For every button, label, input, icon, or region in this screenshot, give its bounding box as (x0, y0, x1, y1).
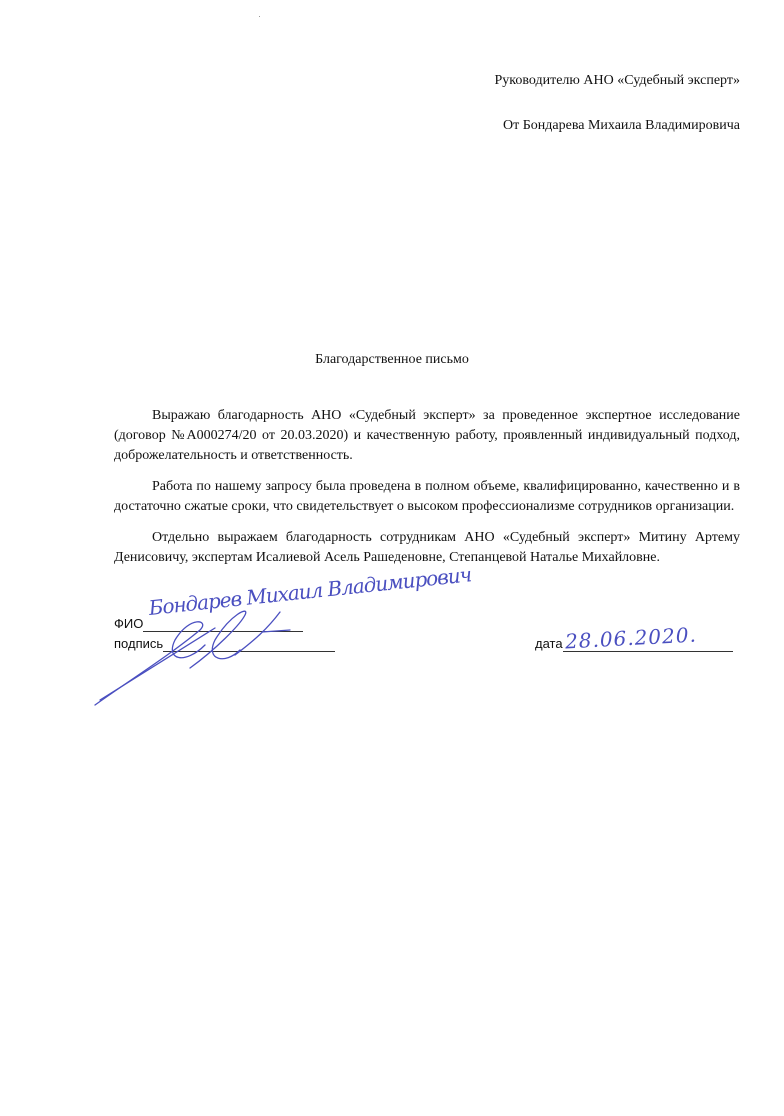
paragraph: Отдельно выражаем благодарность сотрудникам АНО «Судебный эксперт» Митину Артему Денисовичу, экспертам Исалиевой Асель Рашеденовне, Степанцевой Наталье Михайловне. (114, 530, 740, 565)
handwritten-name: Бондарев Михаил Владимирович (147, 562, 473, 620)
fio-label: ФИО (114, 616, 144, 631)
document-title: Благодарственное письмо (315, 352, 469, 367)
handwritten-date: 28.06.2020. (564, 622, 698, 654)
signature-label: подпись (114, 636, 164, 651)
date-label: дата (535, 636, 563, 651)
paragraph: Выражаю благодарность АНО «Судебный эксперт» за проведенное экспертное исследование (договор №А000274/20 от 20.03.2020) и качественную работу, проявленный индивидуальный подход, доброжелательность и ответственность. (114, 408, 740, 463)
sender: От Бондарева Михаила Владимировича (503, 118, 740, 133)
addressee: Руководителю АНО «Судебный эксперт» (494, 73, 740, 88)
paragraph: Работа по нашему запросу была проведена в полном объеме, квалифицированно, качественно и в достаточно сжатые сроки, что свидетельствует о высоком профессионализме сотрудников организации. (114, 479, 740, 514)
